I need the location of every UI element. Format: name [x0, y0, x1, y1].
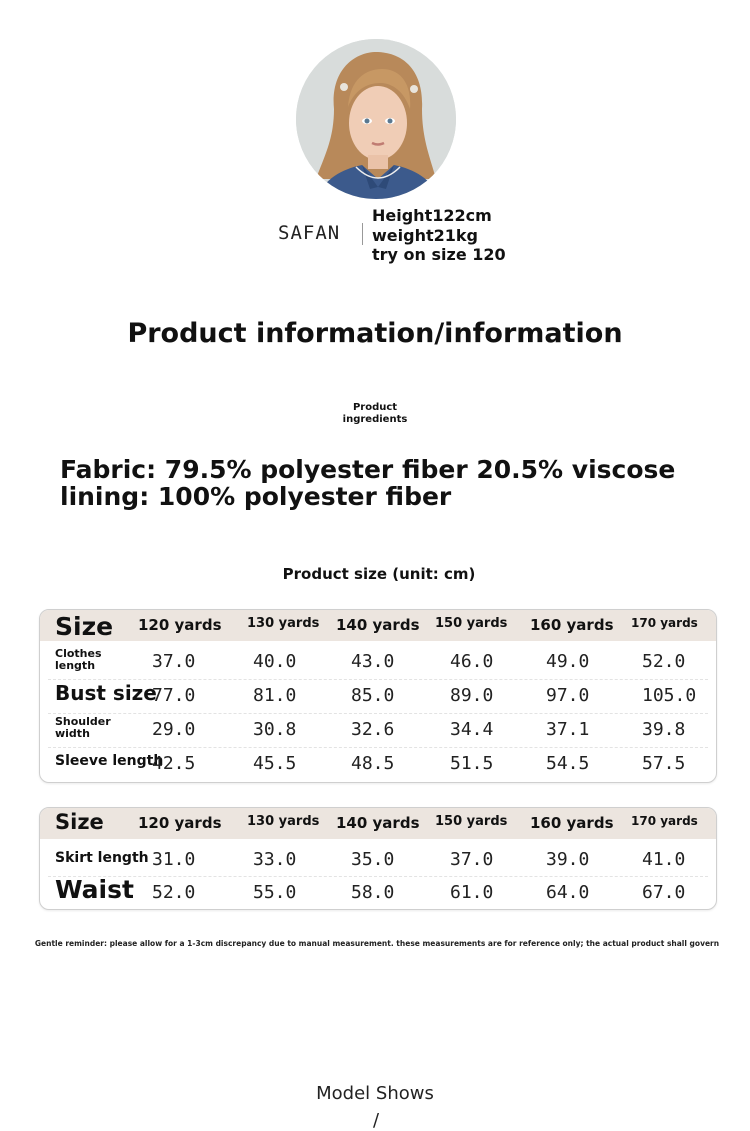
row-label: Shoulder width	[55, 715, 111, 740]
row-divider	[48, 747, 708, 748]
size-value-cell: 32.6	[351, 719, 395, 740]
model-try-on-size: try on size 120	[372, 245, 506, 264]
column-header: 170 yards	[631, 616, 698, 630]
fabric-composition: Fabric: 79.5% polyester fiber 20.5% viscose	[60, 455, 676, 484]
measurement-reminder: Gentle reminder: please allow for a 1-3cm discrepancy due to manual measurement. these measurements are for reference only; the actual product shall govern	[34, 939, 720, 948]
size-value-cell: 41.0	[642, 849, 686, 870]
size-table-top	[39, 609, 717, 783]
size-value-cell: 43.0	[351, 651, 395, 672]
row-divider	[48, 876, 708, 877]
slash-divider: /	[372, 1110, 380, 1131]
row-divider	[48, 679, 708, 680]
column-header: 130 yards	[247, 616, 320, 631]
size-value-cell: 48.5	[351, 753, 395, 774]
size-value-cell: 33.0	[253, 849, 297, 870]
model-weight: weight21kg	[372, 226, 478, 245]
model-name: SAFAN	[278, 222, 341, 244]
column-header: 160 yards	[530, 616, 614, 634]
row-divider	[48, 713, 708, 714]
size-value-cell: 39.8	[642, 719, 686, 740]
size-value-cell: 58.0	[351, 882, 395, 903]
size-value-cell: 105.0	[642, 685, 697, 706]
size-value-cell: 52.0	[642, 651, 686, 672]
column-header: 140 yards	[336, 616, 420, 634]
size-value-cell: 64.0	[546, 882, 590, 903]
column-header: 120 yards	[138, 616, 222, 634]
size-value-cell: 45.5	[253, 753, 297, 774]
ingredients-label-line2: ingredients	[342, 414, 408, 425]
row-label: Clothes length	[55, 647, 102, 672]
size-value-cell: 89.0	[450, 685, 494, 706]
size-header-label: Size	[55, 612, 114, 641]
size-value-cell: 35.0	[351, 849, 395, 870]
size-table-bottom	[39, 807, 717, 910]
size-table-title: Product size (unit: cm)	[282, 565, 476, 583]
model-divider	[362, 223, 363, 245]
size-value-cell: 39.0	[546, 849, 590, 870]
column-header: 130 yards	[247, 814, 320, 829]
size-value-cell: 37.0	[450, 849, 494, 870]
row-label: Waist	[55, 875, 134, 904]
column-header: 170 yards	[631, 814, 698, 828]
size-value-cell: 57.5	[642, 753, 686, 774]
size-value-cell: 46.0	[450, 651, 494, 672]
size-value-cell: 67.0	[642, 882, 686, 903]
size-value-cell: 97.0	[546, 685, 590, 706]
model-height: Height122cm	[372, 206, 492, 225]
size-value-cell: 52.0	[152, 882, 196, 903]
size-value-cell: 29.0	[152, 719, 196, 740]
size-value-cell: 85.0	[351, 685, 395, 706]
column-header: 120 yards	[138, 814, 222, 832]
size-value-cell: 55.0	[253, 882, 297, 903]
column-header: 150 yards	[435, 814, 508, 829]
size-value-cell: 49.0	[546, 651, 590, 672]
size-value-cell: 40.0	[253, 651, 297, 672]
column-header: 150 yards	[435, 616, 508, 631]
model-shows-heading: Model Shows	[316, 1083, 434, 1104]
size-header-label: Size	[55, 810, 104, 834]
size-value-cell: 81.0	[253, 685, 297, 706]
size-value-cell: 37.0	[152, 651, 196, 672]
column-header: 140 yards	[336, 814, 420, 832]
size-value-cell: 77.0	[152, 685, 196, 706]
row-label: Skirt length	[55, 850, 149, 866]
ingredients-label	[330, 402, 420, 426]
ingredients-label-line1: Product	[352, 402, 398, 413]
size-value-cell: 30.8	[253, 719, 297, 740]
row-label: Sleeve length	[55, 753, 164, 769]
size-value-cell: 61.0	[450, 882, 494, 903]
section-title: Product information/information	[127, 318, 623, 349]
column-header: 160 yards	[530, 814, 614, 832]
size-value-cell: 31.0	[152, 849, 196, 870]
row-label: Bust size	[55, 681, 157, 705]
size-value-cell: 54.5	[546, 753, 590, 774]
size-value-cell: 34.4	[450, 719, 494, 740]
model-avatar	[296, 39, 456, 199]
size-value-cell: 37.1	[546, 719, 590, 740]
size-value-cell: 51.5	[450, 753, 494, 774]
size-value-cell: 42.5	[152, 753, 196, 774]
lining-composition: lining: 100% polyester fiber	[60, 482, 452, 511]
